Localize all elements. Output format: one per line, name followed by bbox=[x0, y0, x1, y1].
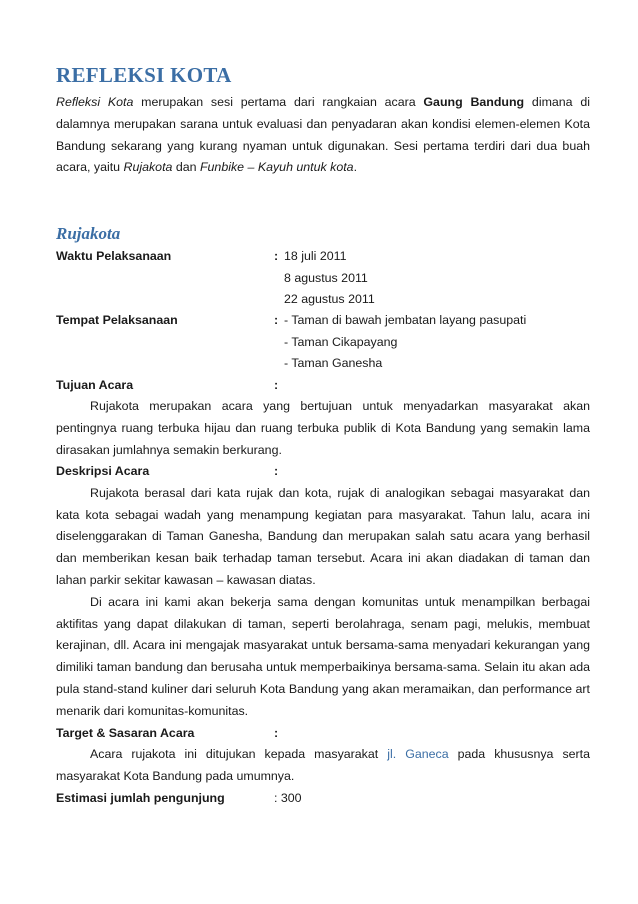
target-colon: : bbox=[274, 725, 279, 740]
intro-text-a: merupakan sesi pertama dari rangkaian acara bbox=[133, 95, 424, 109]
estimasi-row bbox=[56, 788, 590, 809]
tujuan-label: Tujuan Acara bbox=[56, 377, 134, 392]
target-link: jl. Ganeca bbox=[387, 747, 449, 761]
tempat-value-2: - Taman Cikapayang bbox=[284, 334, 398, 349]
tempat-value-3: - Taman Ganesha bbox=[284, 356, 383, 371]
estimasi-label: Estimasi jumlah pengunjung bbox=[56, 790, 225, 805]
target-label: Target & Sasaran Acara bbox=[56, 725, 195, 740]
section-heading: Rujakota bbox=[56, 224, 121, 244]
intro-paragraph bbox=[56, 92, 590, 179]
target-text-b: pada khususnya serta masyarakat Kota Bandung pada umumnya. bbox=[56, 747, 590, 783]
intro-italic-2: Rujakota bbox=[123, 160, 173, 175]
intro-text-d: dan bbox=[172, 160, 200, 175]
waktu-value-2: 8 agustus 2011 bbox=[284, 270, 368, 285]
target-text bbox=[56, 744, 590, 788]
deskripsi-paragraph-1: Rujakota berasal dari kata rujak dan kota, rujak di analogikan sebagai masyarakat dan kata kota sebagai wadah yang menampung kegiatan para masyarakat. Tahun lalu, acara ini diselenggarakan di Taman Ganesha, Bandung dan merupakan salah satu acara yang berhasil dan memberikan kesan baik terhadap taman tersebut. Acara ini akan diadakan di taman dan lahan parkir sekitar kawasan – kawasan diatas. bbox=[56, 485, 590, 588]
intro-italic-1: Refleksi Kota bbox=[56, 95, 134, 109]
estimasi-value: : 300 bbox=[274, 790, 302, 805]
document-page bbox=[56, 62, 590, 809]
tempat-colon: : bbox=[274, 313, 279, 328]
tempat-row bbox=[56, 310, 590, 331]
tujuan-text: Rujakota merupakan acara yang bertujuan untuk menyadarkan masyarakat akan pentingnya ruang terbuka hijau dan ruang terbuka publik di Kota Bandung yang semakin lama dirasakan jumlahnya semakin berkurang. bbox=[56, 399, 590, 457]
intro-bold: Gaung Bandung bbox=[423, 95, 525, 109]
intro-italic-3: Funbike – Kayuh untuk kota bbox=[199, 160, 354, 175]
page-title: REFLEKSI KOTA bbox=[56, 63, 232, 87]
intro-text-e: . bbox=[353, 160, 358, 175]
deskripsi-colon: : bbox=[274, 464, 279, 479]
target-text-a: Acara rujakota ini ditujukan kepada masyarakat bbox=[90, 747, 388, 761]
waktu-value-3: 22 agustus 2011 bbox=[284, 292, 375, 306]
waktu-value-1: 18 juli 2011 bbox=[284, 249, 347, 264]
tempat-value-1: - Taman di bawah jembatan layang pasupati bbox=[284, 313, 527, 328]
deskripsi-paragraph-2: Di acara ini kami akan bekerja sama dengan komunitas untuk menampilkan berbagai aktifitas yang dapat dilakukan di taman, seperti berolahraga, senam pagi, melukis, membuat kerajinan, dll. Acara ini mengajak masyarakat untuk bersama-sama menyadari kekurangan yang dimiliki taman bandung dan berusaha untuk memperbaikinya bersama-sama. Selain itu akan ada pula stand-stand kuliner dari seluruh Kota Bandung yang akan meramaikan, dan performance art menarik dari komunitas-komunitas. bbox=[56, 594, 590, 718]
target-row bbox=[56, 723, 590, 744]
deskripsi-label: Deskripsi Acara bbox=[56, 464, 150, 479]
waktu-label: Waktu Pelaksanaan bbox=[56, 249, 172, 264]
waktu-colon: : bbox=[274, 249, 279, 264]
deskripsi-row bbox=[56, 461, 590, 482]
tempat-label: Tempat Pelaksanaan bbox=[56, 313, 178, 328]
tujuan-row bbox=[56, 375, 590, 396]
waktu-row bbox=[56, 246, 590, 267]
intro-text-c: dimana di dalamnya merupakan sarana untuk evaluasi dan penyadaran akan kondisi elemen-elemen Kota Bandung sekarang yang kurang nyaman untuk digunakan. Sesi pertama terdiri dari dua buah acara, yaitu bbox=[56, 95, 590, 175]
tujuan-colon: : bbox=[274, 377, 279, 392]
